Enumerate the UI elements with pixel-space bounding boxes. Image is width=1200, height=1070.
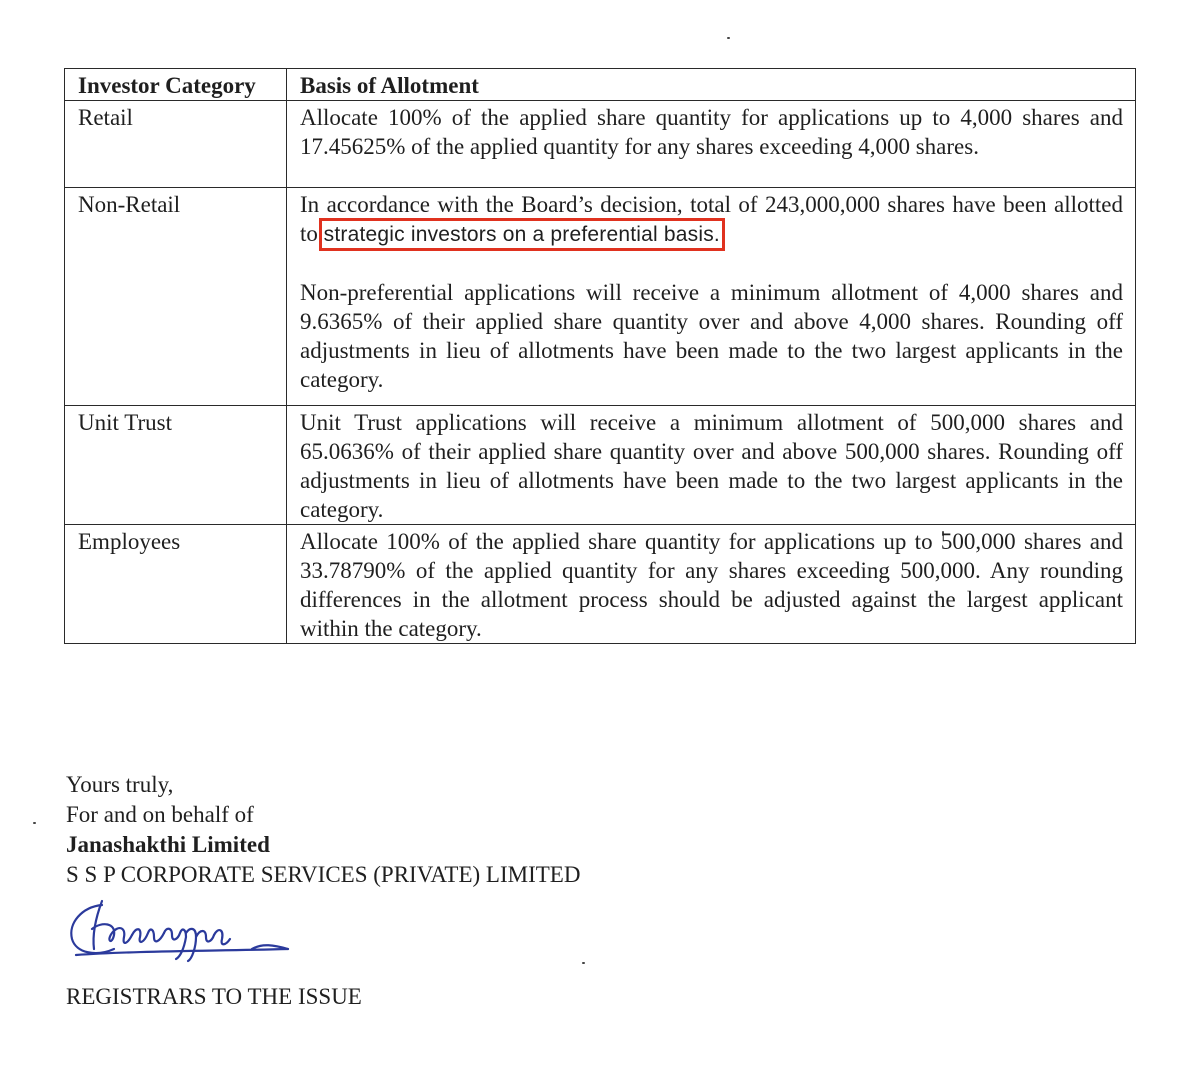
company-name: Janashakthi Limited bbox=[66, 832, 270, 857]
registrars-footer: REGISTRARS TO THE ISSUE bbox=[66, 984, 362, 1009]
table-row bbox=[65, 525, 1136, 644]
basis-cell bbox=[287, 188, 1136, 406]
table-row bbox=[65, 101, 1136, 188]
table-row bbox=[65, 188, 1136, 406]
on-behalf-line: For and on behalf of bbox=[66, 802, 254, 827]
header-basis-of-allotment: Basis of Allotment bbox=[287, 69, 1136, 101]
basis-text bbox=[300, 190, 1123, 249]
basis-lead-text: In accordance with the Board’s decision, total of 243,000,000 shares have been allotted to bbox=[300, 192, 1123, 246]
basis-cell bbox=[287, 525, 1136, 644]
letter-closing bbox=[66, 770, 580, 890]
category-cell: Unit Trust bbox=[65, 406, 287, 525]
basis-text: Non-preferential applications will receive a minimum allotment of 4,000 shares and 9.6365% of their applied share quantity over and above 4,000 shares. Rounding off adjustments in lieu of allotments have been made to the two largest applicants in the category. bbox=[300, 280, 1123, 392]
basis-cell bbox=[287, 101, 1136, 188]
header-investor-category: Investor Category bbox=[65, 69, 287, 101]
allotment-table bbox=[64, 68, 1136, 644]
scan-speck bbox=[727, 37, 730, 39]
registrar-name: S S P CORPORATE SERVICES (PRIVATE) LIMITED bbox=[66, 862, 581, 887]
category-cell: Retail bbox=[65, 101, 287, 188]
salutation: Yours truly, bbox=[66, 772, 174, 797]
basis-text: Allocate 100% of the applied share quantity for applications up to 4,000 shares and 17.45625% of the applied quantity for any shares exceeding 4,000 shares. bbox=[300, 105, 1123, 159]
basis-text: Allocate 100% of the applied share quantity for applications up to 500,000 shares and 33.78790% of the applied quantity for any shares exceeding 500,000. Any rounding differences in the allotment process should be adjusted against the largest applicant within the category. bbox=[300, 529, 1123, 641]
basis-text: Unit Trust applications will receive a minimum allotment of 500,000 shares and 65.0636% of their applied share quantity over and above 500,000 shares. Rounding off adjustments in lieu of allotments have been made to the two largest applicants in the category. bbox=[300, 410, 1123, 522]
category-cell: Employees bbox=[65, 525, 287, 644]
table-row bbox=[65, 406, 1136, 525]
category-cell: Non-Retail bbox=[65, 188, 287, 406]
scan-speck bbox=[582, 962, 585, 964]
basis-cell bbox=[287, 406, 1136, 525]
table-header-row bbox=[65, 69, 1136, 101]
scan-speck bbox=[33, 822, 36, 824]
highlighted-text-box: strategic investors on a preferential basis. bbox=[323, 223, 720, 246]
handwritten-signature bbox=[62, 893, 322, 973]
